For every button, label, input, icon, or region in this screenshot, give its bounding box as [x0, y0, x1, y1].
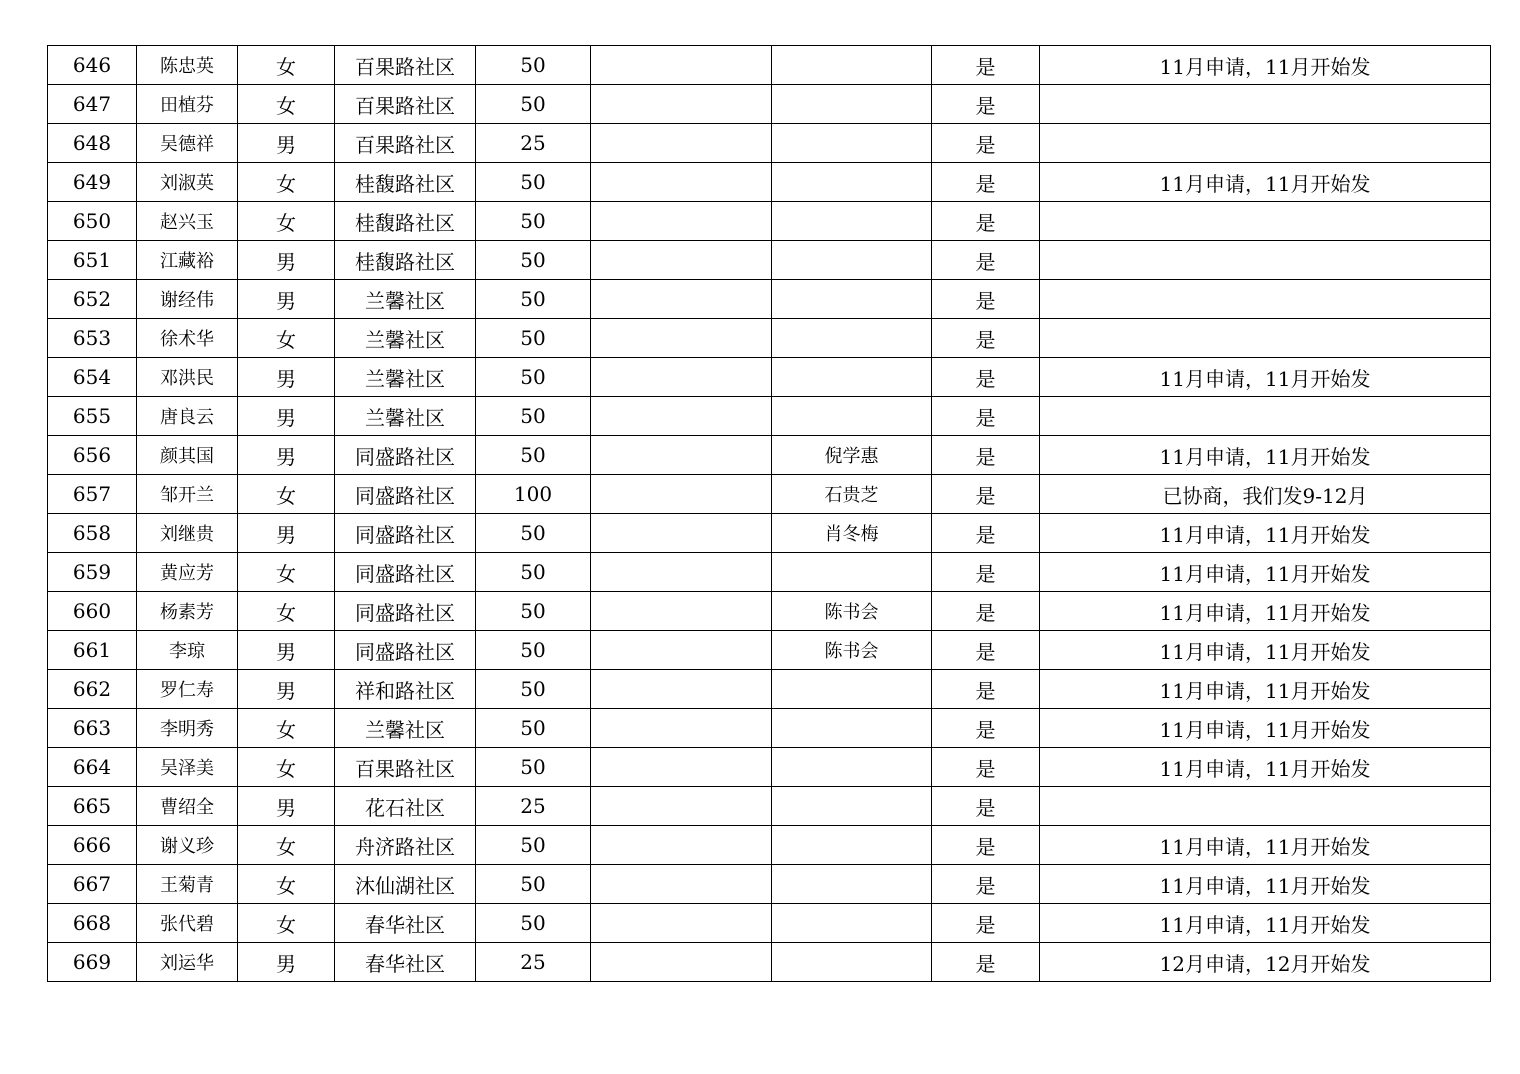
cell-number: 659	[48, 553, 137, 592]
cell-number: 647	[48, 85, 137, 124]
cell-note: 已协商，我们发9-12月	[1040, 475, 1491, 514]
cell-note: 11月申请，11月开始发	[1040, 436, 1491, 475]
cell-number: 654	[48, 358, 137, 397]
cell-community: 春华社区	[335, 904, 476, 943]
cell-blank	[591, 358, 772, 397]
cell-name: 罗仁寿	[137, 670, 238, 709]
cell-agent	[772, 553, 932, 592]
cell-name: 赵兴玉	[137, 202, 238, 241]
cell-community: 桂馥路社区	[335, 202, 476, 241]
cell-amount: 50	[476, 514, 591, 553]
cell-amount: 50	[476, 163, 591, 202]
cell-blank	[591, 709, 772, 748]
cell-agent	[772, 163, 932, 202]
cell-note	[1040, 124, 1491, 163]
cell-flag: 是	[932, 631, 1040, 670]
cell-amount: 25	[476, 943, 591, 982]
cell-number: 666	[48, 826, 137, 865]
cell-community: 春华社区	[335, 943, 476, 982]
table-row	[48, 904, 1491, 943]
cell-note	[1040, 202, 1491, 241]
table-row	[48, 826, 1491, 865]
cell-note: 11月申请，11月开始发	[1040, 631, 1491, 670]
cell-agent	[772, 358, 932, 397]
cell-note: 11月申请，11月开始发	[1040, 709, 1491, 748]
cell-name: 李明秀	[137, 709, 238, 748]
cell-flag: 是	[932, 787, 1040, 826]
cell-community: 祥和路社区	[335, 670, 476, 709]
table-row	[48, 280, 1491, 319]
cell-name: 田植芬	[137, 85, 238, 124]
cell-sex: 男	[238, 124, 335, 163]
cell-name: 刘继贵	[137, 514, 238, 553]
cell-flag: 是	[932, 397, 1040, 436]
cell-blank	[591, 397, 772, 436]
cell-agent	[772, 46, 932, 85]
cell-sex: 女	[238, 709, 335, 748]
cell-number: 652	[48, 280, 137, 319]
cell-flag: 是	[932, 85, 1040, 124]
cell-agent	[772, 865, 932, 904]
cell-blank	[591, 436, 772, 475]
cell-agent	[772, 943, 932, 982]
table-row	[48, 943, 1491, 982]
cell-sex: 女	[238, 553, 335, 592]
cell-blank	[591, 202, 772, 241]
cell-community: 同盛路社区	[335, 553, 476, 592]
cell-name: 吴泽美	[137, 748, 238, 787]
cell-amount: 50	[476, 592, 591, 631]
cell-blank	[591, 124, 772, 163]
cell-blank	[591, 241, 772, 280]
cell-note: 11月申请，11月开始发	[1040, 826, 1491, 865]
cell-community: 兰馨社区	[335, 280, 476, 319]
cell-note: 11月申请，11月开始发	[1040, 904, 1491, 943]
cell-amount: 50	[476, 709, 591, 748]
cell-agent	[772, 826, 932, 865]
table-row	[48, 592, 1491, 631]
cell-amount: 25	[476, 124, 591, 163]
cell-number: 651	[48, 241, 137, 280]
cell-blank	[591, 631, 772, 670]
cell-agent	[772, 709, 932, 748]
cell-sex: 男	[238, 670, 335, 709]
cell-flag: 是	[932, 241, 1040, 280]
table-body	[48, 46, 1491, 982]
cell-sex: 男	[238, 514, 335, 553]
cell-sex: 男	[238, 631, 335, 670]
cell-sex: 女	[238, 592, 335, 631]
cell-agent	[772, 904, 932, 943]
cell-flag: 是	[932, 865, 1040, 904]
cell-agent	[772, 202, 932, 241]
cell-number: 650	[48, 202, 137, 241]
cell-flag: 是	[932, 592, 1040, 631]
cell-community: 百果路社区	[335, 748, 476, 787]
cell-note	[1040, 280, 1491, 319]
cell-name: 刘运华	[137, 943, 238, 982]
cell-flag: 是	[932, 826, 1040, 865]
cell-name: 江藏裕	[137, 241, 238, 280]
cell-amount: 100	[476, 475, 591, 514]
cell-flag: 是	[932, 202, 1040, 241]
cell-name: 黄应芳	[137, 553, 238, 592]
cell-name: 徐术华	[137, 319, 238, 358]
cell-amount: 50	[476, 670, 591, 709]
cell-agent	[772, 670, 932, 709]
cell-sex: 女	[238, 319, 335, 358]
table-row	[48, 241, 1491, 280]
cell-community: 沐仙湖社区	[335, 865, 476, 904]
cell-blank	[591, 904, 772, 943]
table-row	[48, 124, 1491, 163]
cell-name: 李琼	[137, 631, 238, 670]
cell-blank	[591, 826, 772, 865]
cell-sex: 女	[238, 826, 335, 865]
cell-flag: 是	[932, 280, 1040, 319]
cell-name: 谢义珍	[137, 826, 238, 865]
table-row	[48, 202, 1491, 241]
cell-name: 张代碧	[137, 904, 238, 943]
cell-agent: 陈书会	[772, 631, 932, 670]
cell-name: 颜其国	[137, 436, 238, 475]
cell-community: 兰馨社区	[335, 709, 476, 748]
cell-agent: 倪学惠	[772, 436, 932, 475]
cell-sex: 女	[238, 865, 335, 904]
cell-number: 660	[48, 592, 137, 631]
cell-blank	[591, 748, 772, 787]
cell-amount: 50	[476, 280, 591, 319]
cell-flag: 是	[932, 163, 1040, 202]
cell-community: 兰馨社区	[335, 397, 476, 436]
cell-blank	[591, 163, 772, 202]
cell-note	[1040, 787, 1491, 826]
cell-sex: 女	[238, 163, 335, 202]
cell-number: 661	[48, 631, 137, 670]
cell-name: 邹开兰	[137, 475, 238, 514]
cell-amount: 50	[476, 241, 591, 280]
table-row	[48, 319, 1491, 358]
cell-community: 舟济路社区	[335, 826, 476, 865]
cell-number: 649	[48, 163, 137, 202]
cell-flag: 是	[932, 748, 1040, 787]
table-row	[48, 514, 1491, 553]
cell-sex: 女	[238, 202, 335, 241]
cell-agent: 陈书会	[772, 592, 932, 631]
cell-sex: 男	[238, 241, 335, 280]
cell-community: 兰馨社区	[335, 358, 476, 397]
cell-name: 唐良云	[137, 397, 238, 436]
cell-amount: 50	[476, 319, 591, 358]
cell-agent	[772, 787, 932, 826]
table-row	[48, 475, 1491, 514]
cell-number: 667	[48, 865, 137, 904]
cell-note: 11月申请，11月开始发	[1040, 46, 1491, 85]
cell-blank	[591, 670, 772, 709]
cell-blank	[591, 514, 772, 553]
cell-number: 665	[48, 787, 137, 826]
cell-community: 百果路社区	[335, 85, 476, 124]
cell-blank	[591, 787, 772, 826]
cell-name: 杨素芳	[137, 592, 238, 631]
table-row	[48, 865, 1491, 904]
cell-blank	[591, 592, 772, 631]
cell-number: 655	[48, 397, 137, 436]
table-row	[48, 787, 1491, 826]
table-row	[48, 670, 1491, 709]
cell-amount: 50	[476, 358, 591, 397]
cell-blank	[591, 553, 772, 592]
cell-name: 邓洪民	[137, 358, 238, 397]
cell-flag: 是	[932, 553, 1040, 592]
cell-blank	[591, 865, 772, 904]
cell-amount: 50	[476, 631, 591, 670]
cell-flag: 是	[932, 436, 1040, 475]
cell-blank	[591, 475, 772, 514]
cell-note	[1040, 85, 1491, 124]
cell-flag: 是	[932, 319, 1040, 358]
cell-note: 11月申请，11月开始发	[1040, 163, 1491, 202]
cell-name: 曹绍全	[137, 787, 238, 826]
cell-number: 653	[48, 319, 137, 358]
cell-community: 桂馥路社区	[335, 241, 476, 280]
table-row	[48, 631, 1491, 670]
cell-flag: 是	[932, 943, 1040, 982]
cell-community: 同盛路社区	[335, 631, 476, 670]
cell-sex: 女	[238, 475, 335, 514]
cell-agent	[772, 241, 932, 280]
cell-community: 兰馨社区	[335, 319, 476, 358]
cell-flag: 是	[932, 358, 1040, 397]
cell-community: 同盛路社区	[335, 514, 476, 553]
cell-note	[1040, 397, 1491, 436]
cell-note: 11月申请，11月开始发	[1040, 358, 1491, 397]
cell-agent: 肖冬梅	[772, 514, 932, 553]
table-row	[48, 436, 1491, 475]
table-row	[48, 163, 1491, 202]
cell-sex: 男	[238, 787, 335, 826]
cell-number: 662	[48, 670, 137, 709]
cell-community: 同盛路社区	[335, 592, 476, 631]
cell-sex: 男	[238, 436, 335, 475]
cell-amount: 50	[476, 202, 591, 241]
cell-flag: 是	[932, 514, 1040, 553]
cell-number: 669	[48, 943, 137, 982]
cell-sex: 男	[238, 397, 335, 436]
cell-agent	[772, 85, 932, 124]
cell-number: 657	[48, 475, 137, 514]
cell-amount: 50	[476, 85, 591, 124]
cell-community: 花石社区	[335, 787, 476, 826]
cell-amount: 50	[476, 397, 591, 436]
cell-sex: 女	[238, 85, 335, 124]
cell-note	[1040, 319, 1491, 358]
cell-agent	[772, 319, 932, 358]
cell-name: 吴德祥	[137, 124, 238, 163]
cell-number: 668	[48, 904, 137, 943]
cell-sex: 女	[238, 904, 335, 943]
table-row	[48, 709, 1491, 748]
cell-flag: 是	[932, 709, 1040, 748]
cell-agent	[772, 280, 932, 319]
cell-name: 刘淑英	[137, 163, 238, 202]
cell-number: 646	[48, 46, 137, 85]
cell-blank	[591, 85, 772, 124]
cell-agent: 石贵芝	[772, 475, 932, 514]
cell-amount: 25	[476, 787, 591, 826]
cell-note: 11月申请，11月开始发	[1040, 553, 1491, 592]
cell-flag: 是	[932, 904, 1040, 943]
cell-note: 12月申请，12月开始发	[1040, 943, 1491, 982]
cell-sex: 女	[238, 46, 335, 85]
cell-note: 11月申请，11月开始发	[1040, 748, 1491, 787]
cell-community: 同盛路社区	[335, 475, 476, 514]
table-row	[48, 85, 1491, 124]
cell-amount: 50	[476, 748, 591, 787]
cell-community: 桂馥路社区	[335, 163, 476, 202]
cell-blank	[591, 319, 772, 358]
cell-sex: 女	[238, 748, 335, 787]
cell-flag: 是	[932, 46, 1040, 85]
table-row	[48, 748, 1491, 787]
cell-number: 648	[48, 124, 137, 163]
cell-blank	[591, 943, 772, 982]
cell-amount: 50	[476, 553, 591, 592]
cell-blank	[591, 46, 772, 85]
table-row	[48, 46, 1491, 85]
cell-note: 11月申请，11月开始发	[1040, 865, 1491, 904]
cell-amount: 50	[476, 826, 591, 865]
cell-sex: 男	[238, 943, 335, 982]
table-row	[48, 358, 1491, 397]
cell-agent	[772, 124, 932, 163]
cell-agent	[772, 748, 932, 787]
cell-community: 百果路社区	[335, 46, 476, 85]
data-table	[47, 45, 1491, 982]
cell-sex: 男	[238, 280, 335, 319]
cell-number: 658	[48, 514, 137, 553]
cell-note: 11月申请，11月开始发	[1040, 592, 1491, 631]
cell-note: 11月申请，11月开始发	[1040, 670, 1491, 709]
table-row	[48, 553, 1491, 592]
cell-number: 656	[48, 436, 137, 475]
cell-agent	[772, 397, 932, 436]
cell-name: 谢经伟	[137, 280, 238, 319]
cell-amount: 50	[476, 865, 591, 904]
table-row	[48, 397, 1491, 436]
cell-flag: 是	[932, 124, 1040, 163]
cell-flag: 是	[932, 670, 1040, 709]
cell-amount: 50	[476, 46, 591, 85]
cell-sex: 男	[238, 358, 335, 397]
cell-amount: 50	[476, 904, 591, 943]
cell-name: 陈忠英	[137, 46, 238, 85]
cell-community: 百果路社区	[335, 124, 476, 163]
cell-number: 663	[48, 709, 137, 748]
cell-note: 11月申请，11月开始发	[1040, 514, 1491, 553]
cell-amount: 50	[476, 436, 591, 475]
cell-name: 王菊青	[137, 865, 238, 904]
cell-community: 同盛路社区	[335, 436, 476, 475]
cell-flag: 是	[932, 475, 1040, 514]
cell-number: 664	[48, 748, 137, 787]
cell-blank	[591, 280, 772, 319]
cell-note	[1040, 241, 1491, 280]
